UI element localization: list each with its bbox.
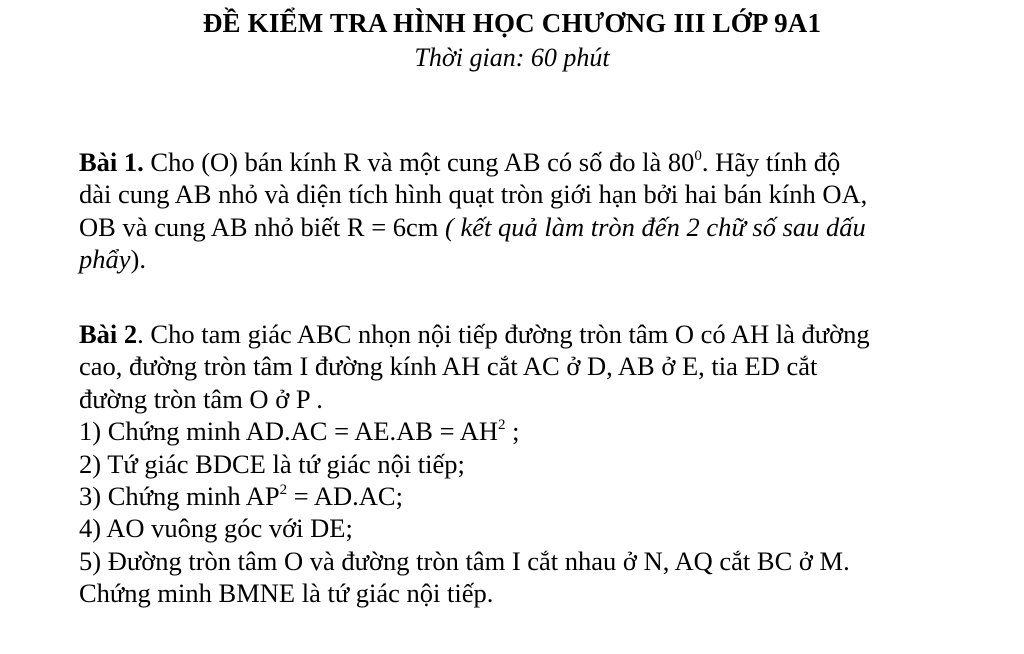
problem-2-line-2: cao, đường tròn tâm I đường kính AH cắt AC ở D, AB ở E, tia ED cắt (79, 351, 818, 382)
problem-1-line-4 (79, 243, 989, 275)
rounding-note: ( kết quả làm tròn đến 2 chữ số sau dấu (445, 211, 866, 242)
square-superscript: 2 (279, 482, 288, 499)
problem-2-line-1 (79, 318, 989, 350)
problem-1-line-3-text: OB và cung AB nhỏ biết R = 6cm (79, 211, 446, 242)
problem-2-item-1 (79, 415, 989, 447)
problem-2-text: . Cho tam giác ABC nhọn nội tiếp đường tròn tâm O có AH là đường (137, 319, 870, 349)
problem-1-line-3 (79, 211, 989, 243)
problem-1-label: Bài 1. (79, 147, 144, 177)
degree-superscript: 0 (694, 148, 702, 164)
problem-1-text-tail: . Hãy tính độ (701, 147, 841, 177)
item-1-tail: ; (505, 416, 520, 447)
square-superscript: 2 (497, 417, 506, 434)
problem-1-line-4-tail: ). (130, 244, 146, 275)
item-3-text: 3) Chứng minh AP (79, 481, 280, 512)
problem-2-item-5: 5) Đường tròn tâm O và đường tròn tâm I cắt nhau ở N, AQ cắt BC ở M. (79, 545, 850, 576)
item-1-text: 1) Chứng minh AD.AC = AE.AB = AH (79, 416, 498, 447)
problem-1-text: Cho (O) bán kính R và một cung AB có số đo là 80 (143, 147, 695, 177)
problem-1 (79, 146, 989, 276)
problem-2 (79, 318, 989, 610)
exam-title: ĐỀ KIỂM TRA HÌNH HỌC CHƯƠNG III LỚP 9A1 (202, 8, 822, 38)
item-3-tail: = AD.AC; (287, 481, 403, 512)
problem-2-line-3: đường tròn tâm O ở P . (79, 383, 323, 414)
problem-2-item-4: 4) AO vuông góc với DE; (79, 513, 353, 544)
problem-2-item-2: 2) Tứ giác BDCE là tứ giác nội tiếp; (79, 448, 465, 479)
problem-2-item-5-cont: Chứng minh BMNE là tứ giác nội tiếp. (79, 578, 494, 609)
problem-1-line-2: dài cung AB nhỏ và diện tích hình quạt tròn giới hạn bởi hai bán kính OA, (79, 179, 868, 210)
problem-1-line-1 (79, 146, 989, 178)
exam-time: Thời gian: 60 phút (414, 43, 610, 72)
rounding-note-end: phẩy (79, 244, 131, 275)
problem-2-label: Bài 2 (79, 319, 138, 349)
problem-2-item-3 (79, 480, 989, 512)
